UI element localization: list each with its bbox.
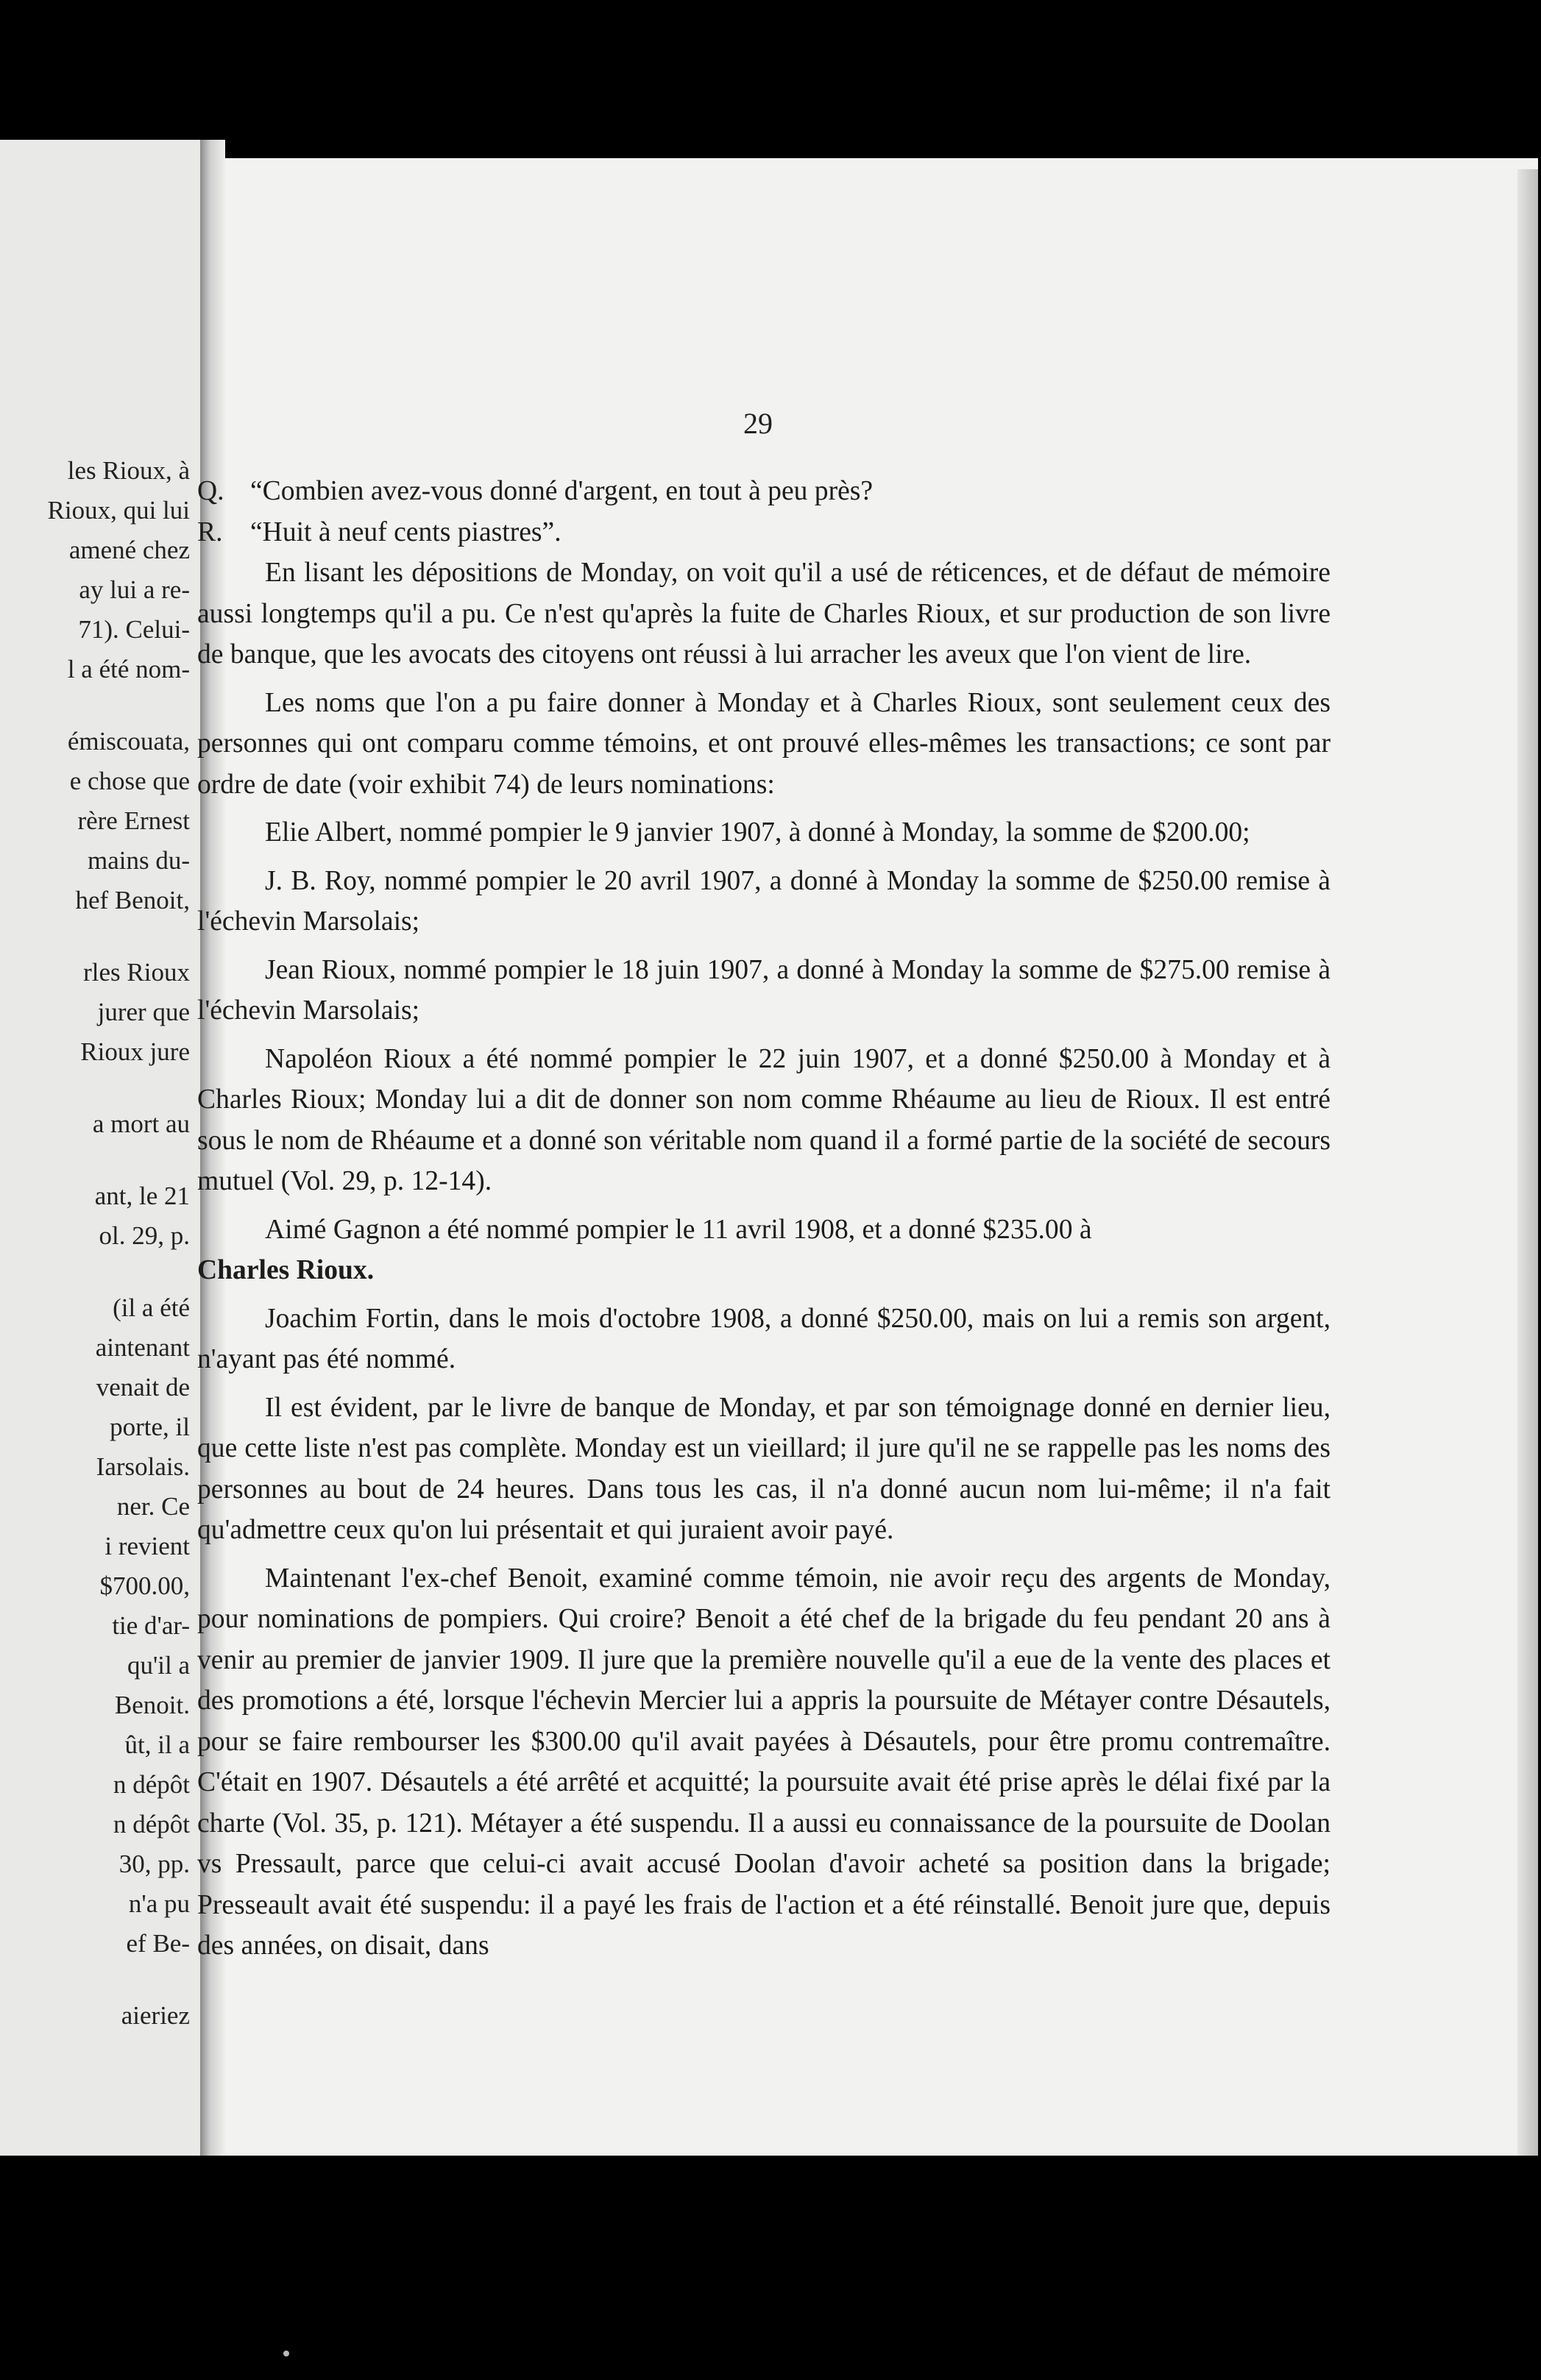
list-item: Joachim Fortin, dans le mois d'octobre 1908, a donné $250.00, mais on lui a remis son argent, n'ayant pas été nommé. [197,1303,1331,1374]
left-fragment: i revient [104,1532,190,1560]
left-fragment: aieriez [121,2001,190,2030]
page-edge-shadow [1517,169,1538,2156]
answer-text: “Huit à neuf cents piastres”. [250,516,562,547]
left-fragment: ay lui a re- [79,575,190,604]
page-number: 29 [743,407,773,440]
list-item: Elie Albert, nommé pompier le 9 janvier 1907, à donné à Monday, la somme de $200.00; [265,817,1250,848]
left-fragment: mains du- [87,846,190,875]
left-fragment: porte, il [110,1413,190,1441]
list-item: Jean Rioux, nommé pompier le 18 juin 1907, a donné à Monday la somme de $275.00 remise à l'échevin Marsolais; [197,954,1331,1026]
left-fragment: a mort au [92,1109,190,1138]
left-fragment: n'a pu [128,1889,190,1918]
left-fragment: hef Benoit, [75,886,190,914]
left-fragment: ol. 29, p. [99,1221,190,1250]
left-fragment: n dépôt [113,1810,190,1839]
left-fragment: ner. Ce [116,1492,190,1521]
left-fragment: Iarsolais. [96,1452,190,1481]
left-fragment: venait de [96,1373,190,1402]
page-body [197,471,1331,1967]
left-fragment: n dépôt [113,1770,190,1799]
left-fragment: l a été nom- [67,655,190,683]
left-fragment: aintenant [95,1333,190,1362]
left-fragment: ef Be- [126,1929,190,1958]
list-item: Napoléon Rioux a été nommé pompier le 22 juin 1907, et a donné $250.00 à Monday et à Charles Rioux; Monday lui a dit de donner son nom comme Rhéaume au lieu de Rioux. Il est entré sous le nom de Rhéaume et a donné son véritable nom quand il a formé partie de la société de secours mutuel (Vol. 29, p. 12-14). [197,1043,1331,1196]
left-fragment: ût, il a [124,1730,190,1759]
list-item-text: Charles Rioux. [197,1255,375,1285]
left-fragment: e chose que [69,767,190,795]
scan-speck [283,2351,289,2356]
left-fragment: qu'il a [127,1651,190,1680]
paragraph: Les noms que l'on a pu faire donner à Monday et à Charles Rioux, sont seulement ceux des personnes qui ont comparu comme témoins, et ont prouvé elles-mêmes les transactions; ce sont par ordre de date (voir exhibit 74) de leurs nominations: [197,687,1331,800]
list-item: J. B. Roy, nommé pompier le 20 avril 1907, a donné à Monday la somme de $250.00 remise à l'échevin Marsolais; [197,865,1331,937]
answer-label: R. [197,516,223,547]
left-fragment: rles Rioux [83,958,190,987]
left-fragment: jurer que [97,998,190,1026]
question-label: Q. [197,476,224,506]
list-item [197,1209,1331,1291]
list-item-text: Aimé Gagnon a été nommé pompier le 11 avril 1908, et a donné $235.00 à [265,1214,1092,1245]
left-fragment: ant, le 21 [94,1182,190,1210]
left-fragment: (il a été [113,1293,190,1322]
question-line [197,471,1331,512]
left-fragment: Rioux, qui lui [47,496,190,525]
left-fragment: amené chez [68,536,190,564]
answer-line [197,512,1331,553]
paragraph: Il est évident, par le livre de banque de Monday, et par son témoignage donné en dernier lieu, que cette liste n'est pas complète. Monday est un vieillard; il jure qu'il ne se rappelle pas les noms des personnes au bout de 24 heures. Dans tous les cas, il n'a donné aucun nom lui-même; il n'a fait qu'admettre ceux qu'on lui présentait et qui juraient avoir payé. [197,1392,1331,1545]
question-text: “Combien avez-vous donné d'argent, en tout à peu près? [250,476,874,506]
left-fragment: $700.00, [99,1571,190,1600]
left-fragment: rère Ernest [77,806,190,835]
left-fragment: tie d'ar- [112,1611,190,1640]
paragraph: En lisant les dépositions de Monday, on voit qu'il a usé de réticences, et de défaut de mémoire aussi longtemps qu'il a pu. Ce n'est qu'après la fuite de Charles Rioux, et sur production de son livre de banque, que les avocats des citoyens ont réussi à lui arracher les aveux que l'on vient de lire. [197,558,1331,669]
left-page-edge [0,140,200,2156]
left-fragment: 71). Celui- [78,615,190,644]
left-fragment: Rioux jure [80,1037,190,1066]
paragraph: Maintenant l'ex-chef Benoit, examiné comme témoin, nie avoir reçu des argents de Monday, pour nominations de pompiers. Qui croire? Benoit a été chef de la brigade du feu pendant 20 ans à venir au premier de janvier 1909. Il jure que la première nouvelle qu'il a eue de la vente des places et des promotions a été, lorsque l'échevin Mercier lui a appris la poursuite de Métayer contre Désautels, pour se faire rembourser les $300.00 qu'il avait payées à Désautels, pour être promu contremaître. C'était en 1907. Désautels a été arrêté et acquitté; la poursuite avait été prise après le délai fixé par la charte (Vol. 35, p. 121). Métayer a été suspendu. Il a aussi eu connaissance de la poursuite de Doolan vs Pressault, parce que celui-ci avait accusé Doolan d'avoir acheté sa position dans la brigade; Presseault avait été suspendu: il a payé les frais de l'action et a été réinstallé. Benoit jure que, depuis des années, on disait, dans [197,1563,1331,1961]
left-fragment: émiscouata, [67,727,190,756]
left-fragment: Benoit. [114,1691,190,1719]
left-fragment: 30, pp. [118,1850,190,1878]
left-fragment: les Rioux, à [67,456,190,485]
